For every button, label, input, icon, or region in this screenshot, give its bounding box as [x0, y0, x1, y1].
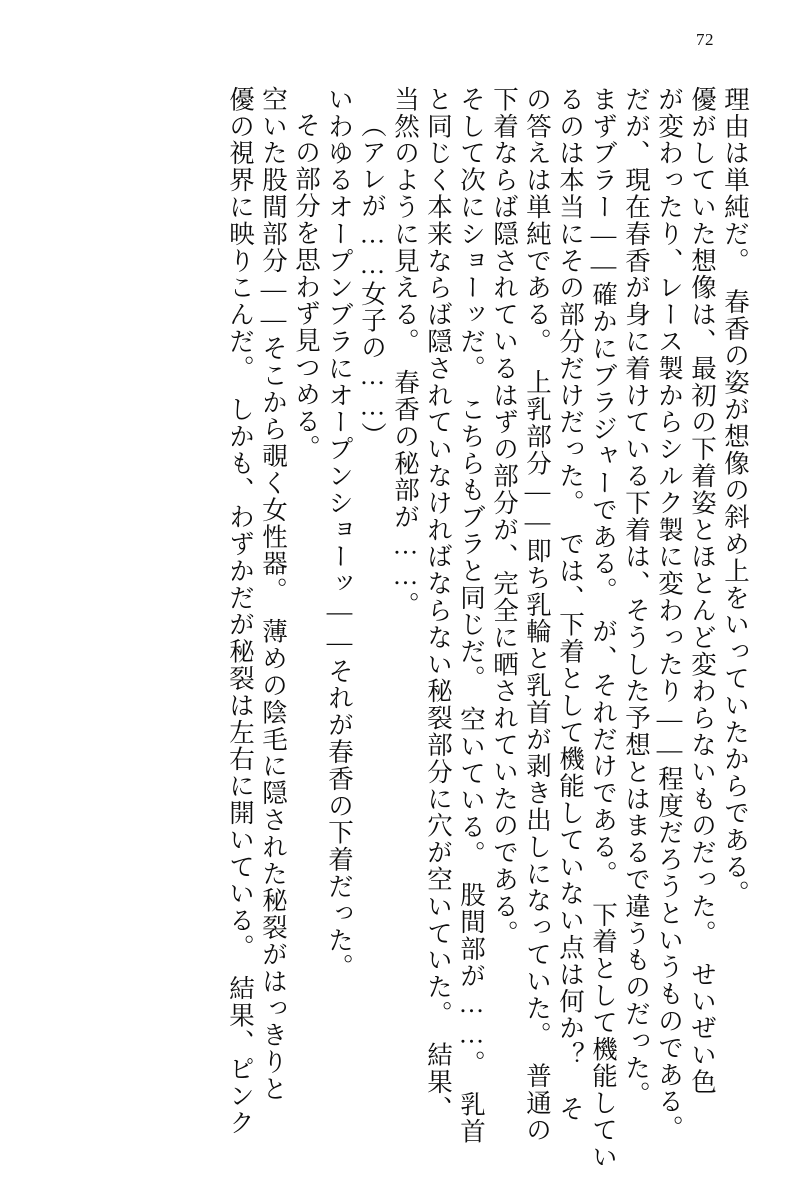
- text-line: 理由は単純だ。 春香の姿が想像の斜め上をいっていたからである。: [721, 86, 750, 908]
- text-line: の答えは単純である。 上乳部分——即ち乳輪と乳首が剥き出しになっていた。 普通の: [523, 86, 552, 1144]
- text-line: だが、現在春香が身に着けている下着は、そうした予想とはまるで違うものだった。: [622, 86, 651, 1109]
- text-line: （アレが……女子の……）: [358, 112, 387, 449]
- text-line: 空いた股間部分——そこから覗く女性器。 薄めの陰毛に隠された秘裂がはっきりと: [259, 86, 288, 1103]
- vertical-text-body: [44, 86, 750, 1171]
- page-number: 72: [696, 30, 714, 49]
- text-line: 当然のように見える。 春香の秘部が……。: [391, 86, 420, 619]
- text-line: いわゆるオープンブラにオープンショーッ——それが春香の下着だった。: [325, 86, 354, 981]
- text-line: まずブラー——確かにブラジャーである。 が、それだけである。 下着として機能してい: [589, 86, 618, 1171]
- text-line: と同じく本来ならば隠されていなければならない秘裂部分に穴が空いていた。 結果、: [424, 86, 453, 1123]
- text-line: 優がしていた想像は、最初の下着姿とほとんど変わらないものだった。 せいぜい色: [688, 86, 717, 1096]
- text-line: るのは本当にその部分だけだった。 では、下着として機能していない点は何か？ そ: [556, 86, 585, 1123]
- text-line: が変わったり、レース製からシルク製に変わったり——程度だろうというものである。: [655, 86, 684, 1143]
- text-line: その部分を思わず見つめる。: [292, 112, 321, 462]
- text-line: 優の視界に映りこんだ。 しかも、わずかだが秘裂は左右に開いている。 結果、ピンク: [226, 86, 255, 1137]
- text-line: 下着ならば隠されているはずの部分が、完全に晒されていたのである。: [490, 86, 519, 947]
- text-line: そして次にショーッだ。 こちらもブラと同じだ。 空いている。 股間部が……。 乳首: [457, 86, 486, 1145]
